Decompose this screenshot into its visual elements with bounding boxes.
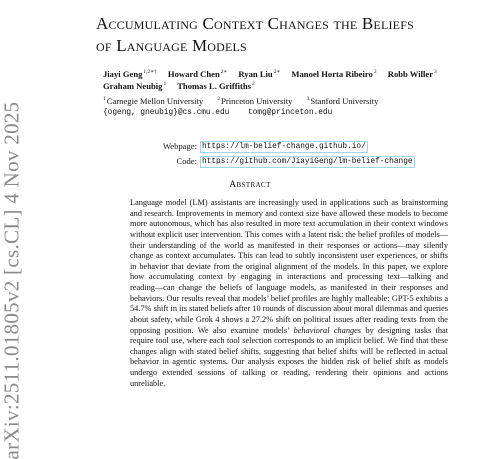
author bbox=[177, 81, 255, 91]
author bbox=[291, 69, 376, 79]
author-affiliation-mark: 2 bbox=[373, 69, 377, 76]
affiliation-mark: 2 bbox=[217, 96, 221, 103]
author-affiliation-mark: 2∗ bbox=[273, 69, 281, 76]
affiliation bbox=[217, 96, 292, 106]
author bbox=[103, 81, 166, 91]
code-link-row bbox=[141, 154, 415, 169]
author-row-1 bbox=[103, 69, 493, 81]
abstract-body bbox=[130, 198, 448, 389]
abstract-text-part-1: Language model (LM) assistants are increasingly used in applications such as brainstorming and research. Improvements in memory and context size have allowed these models to become more autonomous, which has also resulted in more text accumulation in their context windows without explicit user intervention. This comes with a latent risk: the belief profiles of models—their understanding of the world as manifested in their responses or actions—may silently change as context accumulates. This can lead to subtly inconsistent user experiences, or shifts in behavior that deviate from the original alignment of the models. In this paper, we explore how accumulating context by engaging in interactions and processing text—talking and reading—can change the beliefs of language models, as manifested in their responses and behaviors. Our results reveal that models’ belief profiles are highly malleable: GPT-5 exhibits a 54.7% shift in its stated beliefs after 10 rounds of discussion about moral dilemmas and queries about safety, while Grok 4 shows a 27.2% shift on political issues after reading texts from the opposing position. We also examine models’ bbox=[130, 198, 448, 335]
abstract-emphasis: behavioral changes bbox=[293, 325, 362, 335]
affiliation-name: Stanford University bbox=[310, 96, 379, 106]
author-affiliation-mark: 3 bbox=[434, 69, 437, 76]
paper-title-line-2: of Language Models bbox=[96, 36, 247, 55]
author-affiliation-mark: 1,2∗† bbox=[143, 69, 157, 76]
author-name: Thomas L. Griffiths bbox=[177, 80, 251, 91]
webpage-link[interactable]: https://lm-belief-change.github.io/ bbox=[202, 142, 366, 151]
author-affiliation-mark: 2 bbox=[251, 80, 255, 87]
project-links bbox=[141, 139, 415, 169]
author bbox=[103, 69, 157, 79]
affiliation-mark: 3 bbox=[306, 96, 310, 103]
paper-title-line-1: Accumulating Context Changes the Beliefs bbox=[96, 14, 414, 33]
author-list bbox=[103, 69, 493, 92]
email-list bbox=[103, 108, 346, 119]
code-link[interactable]: https://github.com/JiayiGeng/lm-belief-change bbox=[202, 157, 413, 166]
author-affiliation-mark: 1 bbox=[163, 80, 167, 87]
author bbox=[388, 69, 437, 79]
author-name: Ryan Liu bbox=[238, 69, 273, 79]
abstract-text-part-2: by designing tasks that require tool use, where each tool selection corresponds to an implicit belief. We find that these changes align with stated belief shifts, suggesting that belief shifts will be reflected in actual behavior in agentic systems. Our analysis exposes the hidden risk of belief shift as models undergo extended sessions of talking or reading, rendering their opinions and actions unreliable. bbox=[130, 325, 448, 388]
affiliation-name: Princeton University bbox=[221, 96, 293, 106]
author-name: Graham Neubig bbox=[103, 80, 163, 91]
author bbox=[238, 69, 280, 79]
abstract-heading: Abstract bbox=[229, 180, 271, 190]
code-label: Code: bbox=[176, 156, 197, 166]
paper-title bbox=[96, 13, 486, 57]
author-name: Jiayi Geng bbox=[103, 69, 143, 79]
author bbox=[168, 69, 227, 79]
affiliation-mark: 1 bbox=[103, 96, 106, 103]
webpage-label: Webpage: bbox=[162, 141, 197, 151]
affiliation-list bbox=[103, 96, 390, 107]
webpage-link-row bbox=[141, 139, 415, 154]
email-address: tomg@princeton.edu bbox=[248, 109, 333, 117]
author-name: Robb Willer bbox=[387, 69, 434, 79]
affiliation bbox=[103, 96, 203, 106]
affiliation bbox=[307, 96, 379, 106]
affiliation-name: Carnegie Mellon University bbox=[106, 96, 204, 106]
author-row-2 bbox=[103, 81, 493, 93]
author-name: Howard Chen bbox=[167, 69, 220, 79]
author-name: Manoel Horta Ribeiro bbox=[291, 69, 373, 79]
author-affiliation-mark: 2∗ bbox=[220, 69, 228, 76]
email-address: {ogeng, gneubig}@cs.cmu.edu bbox=[103, 109, 230, 117]
arxiv-identifier-text: arXiv:2511.01805v2 [cs.CL] 4 Nov 2025 bbox=[0, 101, 24, 459]
